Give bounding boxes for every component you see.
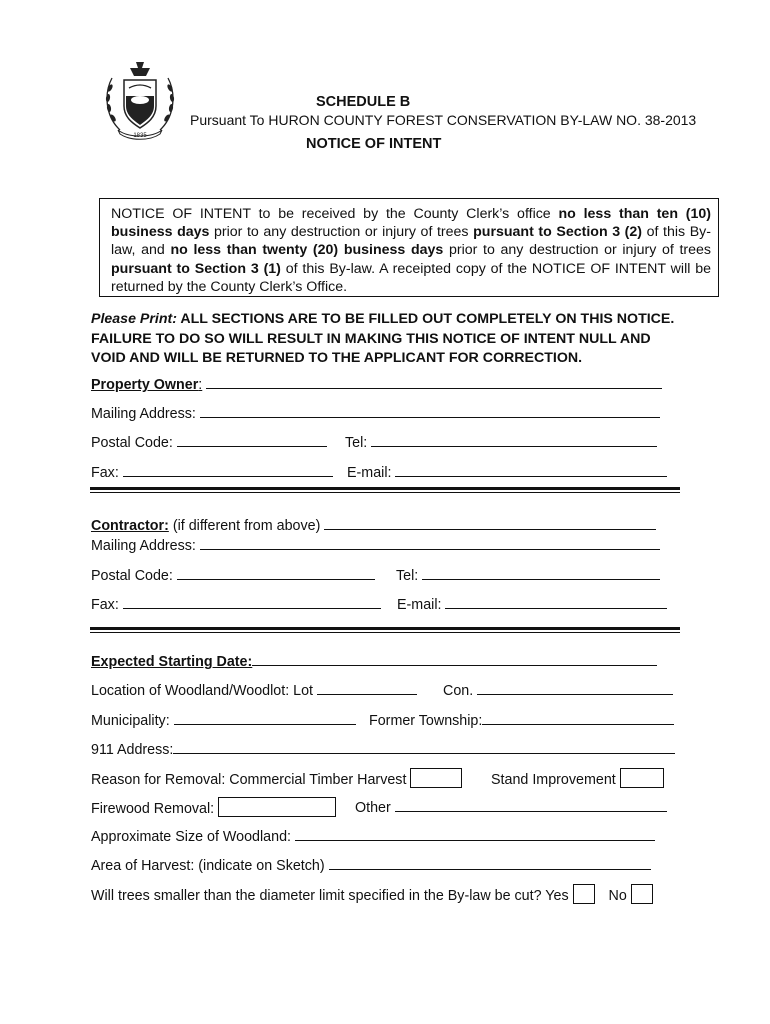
firewood-removal-label: Firewood Removal: xyxy=(91,801,215,817)
contractor-tel-row xyxy=(396,565,660,584)
schedule-title: SCHEDULE B xyxy=(316,94,411,110)
contractor-fax-row xyxy=(91,594,381,613)
contractor-email-row xyxy=(397,594,667,613)
contractor-tel-label: Tel: xyxy=(396,568,419,584)
owner-email-input[interactable] xyxy=(395,462,667,477)
property-owner-row: Property Owner: xyxy=(91,374,662,393)
owner-postal-row xyxy=(91,432,327,451)
county-crest-logo xyxy=(100,58,180,143)
bylaw-subtitle: Pursuant To HURON COUNTY FOREST CONSERVATION BY-LAW NO. 38-2013 xyxy=(190,112,697,128)
contractor-postal-input[interactable] xyxy=(177,565,375,580)
former-township-input[interactable] xyxy=(482,710,674,725)
small-trees-question: Will trees smaller than the diameter limit specified in the By-law be cut? xyxy=(91,888,542,904)
reason-row xyxy=(91,768,462,788)
section-divider xyxy=(90,627,680,630)
municipality-input[interactable] xyxy=(174,710,356,725)
owner-email-row xyxy=(347,462,667,481)
yes-checkbox[interactable] xyxy=(573,884,595,904)
commercial-timber-checkbox[interactable] xyxy=(410,768,462,788)
stand-improvement-row xyxy=(491,768,664,788)
harvest-area-input[interactable] xyxy=(329,855,651,870)
woodland-size-input[interactable] xyxy=(295,826,655,841)
owner-postal-input[interactable] xyxy=(177,432,327,447)
section-divider xyxy=(90,487,680,490)
location-lot-label: Location of Woodland/Woodlot: Lot xyxy=(91,683,314,699)
owner-mailing-input[interactable] xyxy=(200,403,660,418)
form-title: NOTICE OF INTENT xyxy=(306,136,442,152)
reason-commercial-label: Reason for Removal: Commercial Timber Harvest xyxy=(91,772,407,788)
contractor-label: Contractor: xyxy=(91,518,169,534)
stand-improvement-label: Stand Improvement xyxy=(491,772,616,788)
contractor-tel-input[interactable] xyxy=(422,565,660,580)
municipality-label: Municipality: xyxy=(91,713,170,729)
contractor-note: (if different from above) xyxy=(168,518,321,534)
municipality-row xyxy=(91,710,356,729)
concession-input[interactable] xyxy=(477,680,673,695)
start-date-row xyxy=(91,651,657,670)
woodland-size-label: Approximate Size of Woodland: xyxy=(91,829,292,845)
contractor-mailing-row xyxy=(91,535,660,554)
owner-mailing-row xyxy=(91,403,660,422)
owner-tel-label: Tel: xyxy=(345,435,368,451)
owner-fax-row xyxy=(91,462,333,481)
contractor-fax-label: Fax: xyxy=(91,597,119,613)
contractor-email-input[interactable] xyxy=(445,594,667,609)
firewood-removal-checkbox[interactable] xyxy=(218,797,336,817)
yes-label: Yes xyxy=(545,888,569,904)
notice-info-box xyxy=(99,198,719,297)
concession-label: Con. xyxy=(443,683,474,699)
owner-postal-label: Postal Code: xyxy=(91,435,173,451)
township-row xyxy=(369,710,674,729)
address-911-row xyxy=(91,739,675,758)
other-input[interactable] xyxy=(395,797,667,812)
address-911-input[interactable] xyxy=(173,739,675,754)
contractor-fax-input[interactable] xyxy=(123,594,381,609)
please-print-instructions: Please Print: ALL SECTIONS ARE TO BE FILLED OUT COMPLETELY ON THIS NOTICE. FAILURE TO DO SO WILL RESULT IN MAKING THIS NOTICE OF INTENT NULL AND VOID AND WILL BE RETURNED TO THE APPLICANT FOR CORRECTION. xyxy=(91,311,675,366)
owner-email-label: E-mail: xyxy=(347,465,392,481)
contractor-mailing-input[interactable] xyxy=(200,535,660,550)
start-date-input[interactable] xyxy=(252,651,657,666)
contractor-row xyxy=(91,515,656,534)
contractor-mailing-label: Mailing Address: xyxy=(91,538,196,554)
property-owner-label: Property Owner xyxy=(91,377,199,393)
no-checkbox[interactable] xyxy=(631,884,653,904)
contractor-postal-label: Postal Code: xyxy=(91,568,173,584)
concession-row xyxy=(443,680,673,699)
notice-info-text: NOTICE OF INTENT to be received by the County Clerk’s office no less than ten (10) business days prior to any destruction or injury of trees pursuant to Section 3 (2) of this By-law, and no less than twenty (20) business days prior to any destruction or injury of trees pursuant to Section 3 (1) of this By-law. A receipted copy of the NOTICE OF INTENT will be returned by the County Clerk’s Office. xyxy=(111,206,712,295)
other-label: Other xyxy=(355,800,391,816)
no-label: No xyxy=(608,888,627,904)
small-trees-row xyxy=(91,884,653,904)
section-divider-thin xyxy=(90,492,680,493)
owner-fax-label: Fax: xyxy=(91,465,119,481)
address-911-label: 911 Address: xyxy=(91,742,174,758)
start-date-label: Expected Starting Date: xyxy=(91,654,253,670)
svg-text:1835: 1835 xyxy=(133,133,147,139)
firewood-row xyxy=(91,797,336,817)
owner-fax-input[interactable] xyxy=(123,462,333,477)
contractor-postal-row xyxy=(91,565,375,584)
section-divider-thin xyxy=(90,632,680,633)
harvest-area-row xyxy=(91,855,651,874)
owner-tel-input[interactable] xyxy=(371,432,657,447)
harvest-area-label: Area of Harvest: (indicate on Sketch) xyxy=(91,858,325,874)
location-lot-input[interactable] xyxy=(317,680,417,695)
owner-tel-row xyxy=(345,432,657,451)
stand-improvement-checkbox[interactable] xyxy=(620,768,664,788)
former-township-label: Former Township: xyxy=(369,713,483,729)
property-owner-input[interactable] xyxy=(206,374,662,389)
location-row xyxy=(91,680,417,699)
contractor-input[interactable] xyxy=(324,515,656,530)
owner-mailing-label: Mailing Address: xyxy=(91,406,196,422)
woodland-size-row xyxy=(91,826,655,845)
other-row xyxy=(355,797,667,816)
contractor-email-label: E-mail: xyxy=(397,597,442,613)
